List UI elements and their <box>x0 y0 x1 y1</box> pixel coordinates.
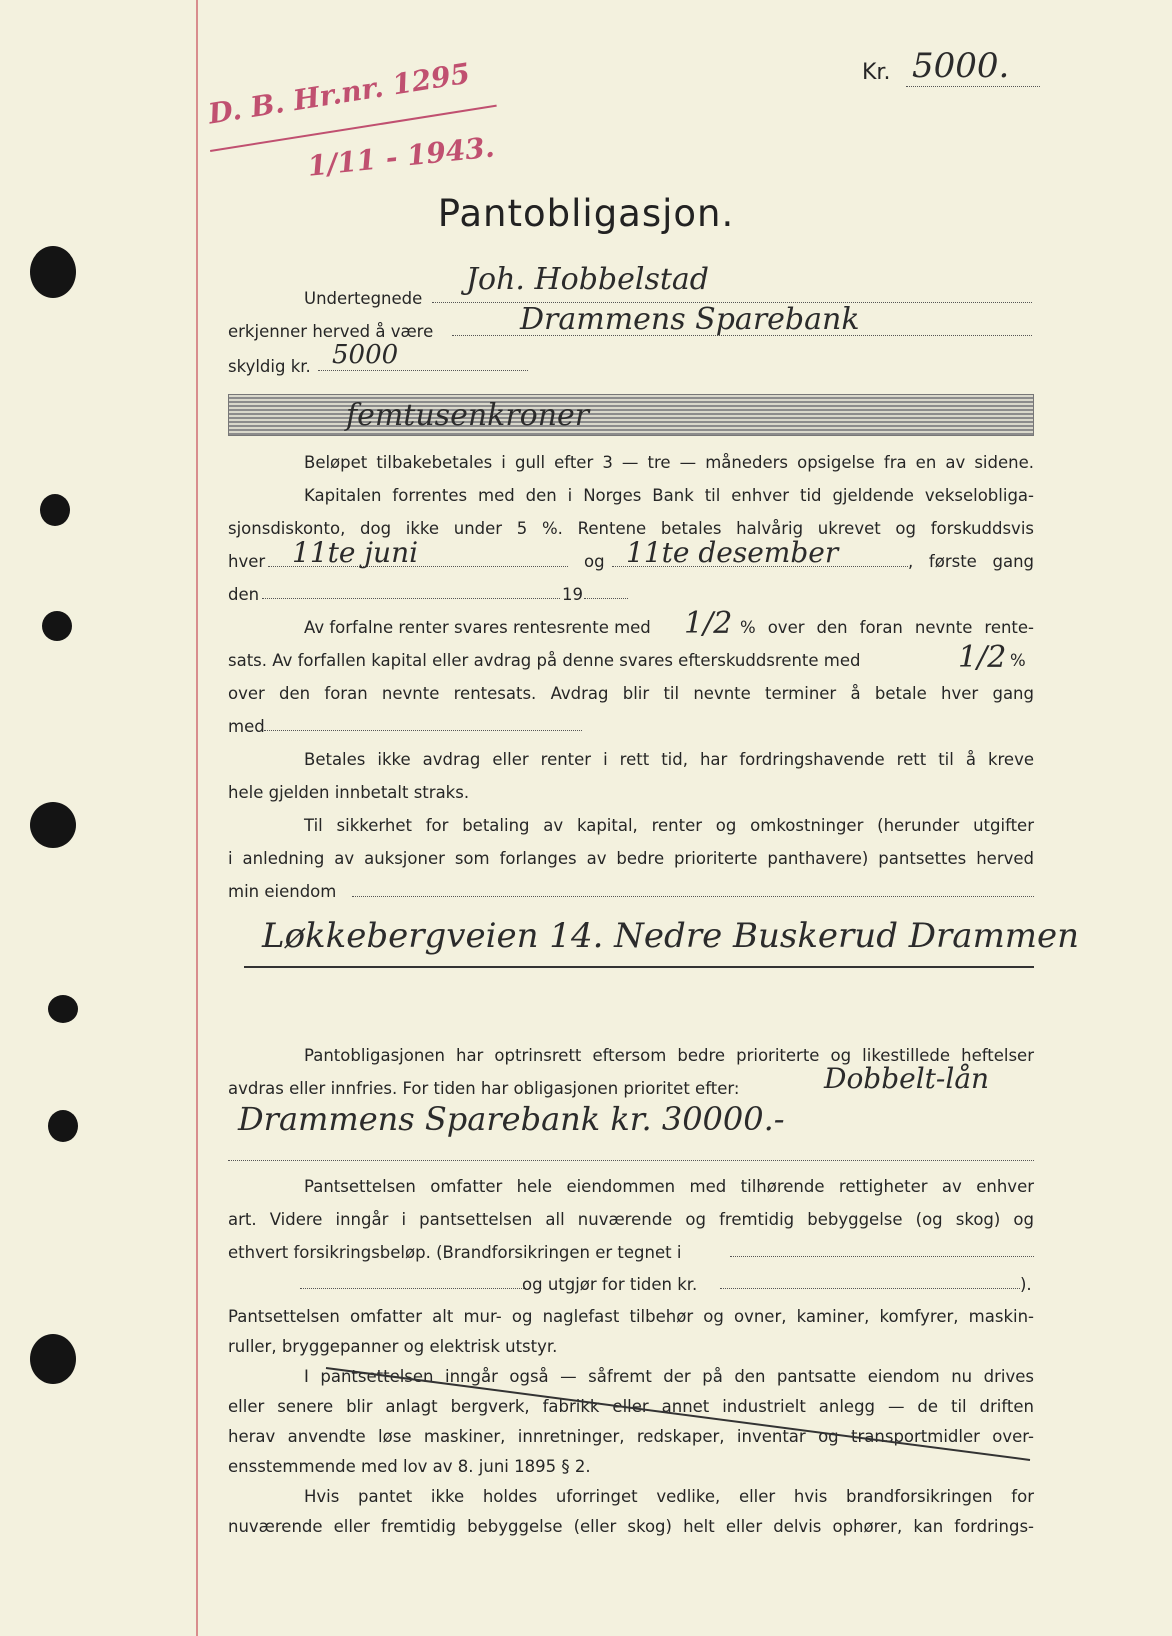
punch-hole <box>42 611 72 641</box>
amount-words-handwritten: femtusenkroner <box>346 398 590 433</box>
label-close-paren: ). <box>1020 1275 1032 1294</box>
amount-top-handwritten: 5000. <box>912 46 1010 86</box>
priority1-handwritten: Dobbelt-lån <box>824 1062 990 1095</box>
interest-day2-handwritten: 11te desember <box>626 536 839 569</box>
text-line: eller senere blir anlagt bergverk, fabrikk eller annet industrielt anlegg — de til driften <box>228 1397 1034 1416</box>
property-underline <box>244 966 1034 968</box>
margin-rule <box>196 0 198 1636</box>
registry-stamp-line1: D. B. Hr.nr. 1295 <box>206 56 473 131</box>
label-sats: sats. Av forfallen kapital eller avdrag på denne svares efterskuddsrente med <box>228 651 861 670</box>
dotted-line <box>720 1288 1020 1289</box>
label-over-den-foran: % over den foran nevnte rente- <box>740 618 1034 637</box>
text-line: nuværende eller fremtidig bebyggelse (eller skog) helt eller delvis ophører, kan fordrings- <box>228 1517 1034 1536</box>
text-line <box>304 617 684 639</box>
punch-hole <box>30 1334 76 1384</box>
text-line <box>522 1274 722 1296</box>
label-undertegnede: Undertegnede <box>304 289 423 308</box>
text-line <box>740 617 1034 639</box>
text-line: hele gjelden innbetalt straks. <box>228 783 470 802</box>
text-line: ensstemmende med lov av 8. juni 1895 § 2. <box>228 1457 591 1476</box>
text-line <box>562 584 602 606</box>
label-skyldig: skyldig kr. <box>228 357 311 376</box>
amount-label: Kr. <box>862 60 891 85</box>
text-line <box>228 716 1034 738</box>
dotted-line <box>300 1288 526 1289</box>
text-line <box>908 551 1034 573</box>
punch-hole <box>30 802 76 848</box>
text-line: ruller, bryggepanner og elektrisk utstyr. <box>228 1337 558 1356</box>
late-rate2-handwritten: 1/2 <box>958 640 1007 675</box>
punch-hole <box>48 995 78 1023</box>
text-line <box>228 881 1034 903</box>
text-line: i anledning av auksjoner som forlanges av bedre prioriterte panthavere) pantsettes herved <box>228 849 1034 868</box>
document-title: Pantobligasjon. <box>437 192 735 235</box>
dotted-line <box>730 1256 1034 1257</box>
punch-hole <box>40 494 70 526</box>
text-line: Kapitalen forrentes med den i Norges Bank til enhver tid gjeldende vekselobliga- <box>304 486 1034 505</box>
text-line: sjonsdiskonto, dog ikke under 5 %. Rentene betales halvårig ukrevet og forskuddsvis <box>228 519 1034 538</box>
text-line: herav anvendte løse maskiner, innretninger, redskaper, inventar og transportmidler over- <box>228 1427 1034 1446</box>
dotted-line <box>264 730 582 731</box>
amount-top-dotted-line <box>906 86 1040 87</box>
label-19: 19 <box>562 585 583 604</box>
text-line: Pantobligasjonen har optrinsrett eftersom bedre prioriterte og likestillede heftelser <box>304 1046 1034 1065</box>
punch-hole <box>30 246 76 298</box>
label-av-forfalne: Av forfalne renter svares rentesrente med <box>304 618 651 637</box>
registry-stamp-line2: 1/11 - 1943. <box>306 130 496 183</box>
label-forste-gang: , første gang <box>908 552 1034 571</box>
dotted-line <box>228 1160 1034 1161</box>
label-hver: hver <box>228 552 266 571</box>
dotted-line <box>262 598 560 599</box>
label-den: den <box>228 585 260 604</box>
dotted-line <box>352 896 1034 897</box>
label-percent: % <box>1010 651 1026 670</box>
creditor-handwritten: Drammens Sparebank <box>520 302 860 337</box>
text-line <box>1010 650 1034 672</box>
property-handwritten: Løkkebergveien 14. Nedre Buskerud Drammen <box>262 916 1080 956</box>
amount-handwritten: 5000 <box>332 340 399 370</box>
text-line: Betales ikke avdrag eller renter i rett tid, har fordringshavende rett til å kreve <box>304 750 1034 769</box>
text-line: Pantsettelsen omfatter alt mur- og naglefast tilbehør og ovner, kaminer, komfyrer, maskin- <box>228 1307 1034 1326</box>
late-rate1-handwritten: 1/2 <box>684 606 733 641</box>
label-min-eiendom: min eiendom <box>228 882 337 901</box>
punch-hole <box>48 1110 78 1142</box>
text-line: I pantsettelsen inngår også — såfremt der på den pantsatte eiendom nu drives <box>304 1367 1034 1386</box>
text-line: over den foran nevnte rentesats. Avdrag blir til nevnte terminer å betale hver gang <box>228 684 1034 703</box>
text-line <box>228 1078 828 1100</box>
label-med: med <box>228 717 265 736</box>
text-line <box>584 551 624 573</box>
label-erkjenner: erkjenner herved å være <box>228 322 434 341</box>
priority2-handwritten: Drammens Sparebank kr. 30000.- <box>238 1100 785 1138</box>
label-ethvert: ethvert forsikringsbeløp. (Brandforsikringen er tegnet i <box>228 1243 682 1262</box>
text-line <box>1020 1274 1040 1296</box>
label-og: og <box>584 552 605 571</box>
dotted-line <box>318 370 528 371</box>
text-line: Beløpet tilbakebetales i gull efter 3 — tre — måneders opsigelse fra en av sidene. <box>304 453 1034 472</box>
text-line <box>228 1242 1034 1264</box>
dotted-line <box>584 598 628 599</box>
text-line <box>228 650 948 672</box>
text-line: Til sikkerhet for betaling av kapital, renter og omkostninger (herunder utgifter <box>304 816 1034 835</box>
text-line: Hvis pantet ikke holdes uforringet vedlike, eller hvis brandforsikringen for <box>304 1487 1034 1506</box>
debtor-handwritten: Joh. Hobbelstad <box>466 262 710 297</box>
strike-through-mark <box>320 1360 1040 1470</box>
interest-day1-handwritten: 11te juni <box>292 536 419 569</box>
label-og-utgjor: og utgjør for tiden kr. <box>522 1275 698 1294</box>
text-line: Pantsettelsen omfatter hele eiendommen med tilhørende rettigheter av enhver <box>304 1177 1034 1196</box>
label-avdras: avdras eller innfries. For tiden har obligasjonen prioritet efter: <box>228 1079 740 1098</box>
text-line <box>228 584 1034 606</box>
text-line: art. Videre inngår i pantsettelsen all nuværende og fremtidig bebyggelse (og skog) og <box>228 1210 1034 1229</box>
